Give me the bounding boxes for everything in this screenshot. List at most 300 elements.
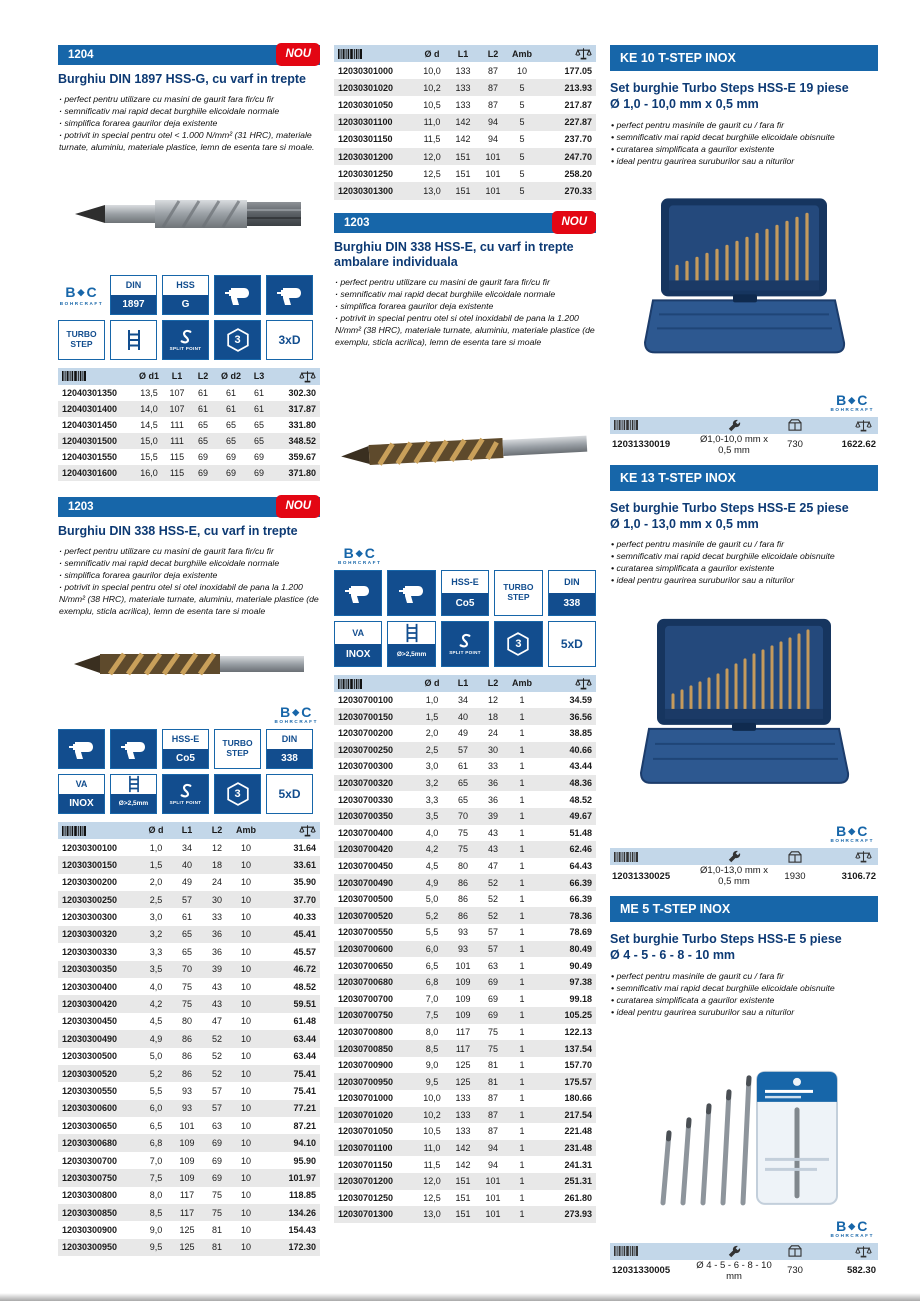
set-data-row [610,1259,878,1282]
spec-value: 133 [455,1126,471,1137]
spec-value: 4,9 [425,877,439,888]
col-header: Amb [508,675,536,692]
spec-value: 8,5 [149,1207,163,1218]
table-row [334,1123,596,1140]
article-code: 12031330025 [612,870,671,882]
spec-value: 111 [170,435,184,446]
spec-value: 43 [211,999,222,1010]
spec-value: 69 [487,993,498,1004]
spec-value: 101 [485,151,501,162]
spec-value: 39 [211,964,222,975]
spec-value: 69 [487,977,498,988]
logo-subtitle: BOHRCRAFT [59,300,104,306]
spec-value: 10 [240,981,251,992]
section-code: 1204 [68,49,94,61]
article-code: 12030300300 [62,912,118,923]
spec-value: 1 [519,1192,525,1203]
table-row [334,907,596,924]
spec-value: 80 [457,860,468,871]
spec-value: 10 [240,1085,251,1096]
table-row [334,1173,596,1190]
spec-value: 1 [519,778,525,789]
spec-value: 5,2 [149,1068,163,1079]
price: 177.05 [564,65,592,76]
spec-value: 5 [519,168,525,179]
spec-value: 101 [485,1176,501,1187]
table-row [58,465,320,481]
article-code: 12030700520 [338,910,394,921]
article-code: 12030300900 [62,1225,118,1236]
spec-value: 93 [457,927,468,938]
product-bullets [59,545,320,617]
spec-value: 75 [457,844,468,855]
barcode-icon [338,49,362,59]
split-point-label: SPLIT POINT [169,799,202,805]
feature-icons [58,729,320,814]
logo-letter: C [364,544,376,561]
spec-value: 65 [225,435,236,446]
spec-value: 10,2 [423,1109,441,1120]
feature-icons-row-1 [58,729,320,769]
spec-value: 4,2 [425,844,439,855]
spec-value: 13,0 [423,185,441,196]
table-row [334,1090,596,1107]
feature-icons-row-1 [334,570,596,616]
spec-value: 11,5 [423,1159,441,1170]
spec-value: 3,5 [425,811,439,822]
feature-icons [334,570,596,667]
spec-value: 57 [457,744,468,755]
col-header: Ø d [416,675,448,692]
diameter-label: Ø>2,5mm [388,644,434,666]
spec-value: 1 [519,1076,525,1087]
bohrcraft-logo [831,393,875,413]
package-icon [772,419,818,431]
article-code: 12040301350 [62,387,118,398]
spec-value: 75 [181,999,192,1010]
spec-value: 70 [457,811,468,822]
price: 99.18 [569,993,592,1004]
spec-value: 1 [519,877,525,888]
spec-value: 65 [197,435,208,446]
spec-value: 61 [197,387,208,398]
article-code: 12030701200 [338,1176,394,1187]
price: 43.44 [569,761,592,772]
spec-value: 13,0 [423,1209,441,1220]
spec-value: 13,5 [140,387,158,398]
article-code: 12030700250 [338,744,394,755]
din-number: 1897 [111,295,156,314]
spec-value: 47 [487,860,498,871]
logo-letter: C [857,823,869,840]
spec-value: 52 [487,910,498,921]
table-body [58,385,320,482]
table-row [58,401,320,417]
section-header-1203 [58,497,320,517]
logo-diamond-icon: ◆ [848,394,857,405]
spec-value: 1,0 [149,842,163,853]
table-row [58,1030,320,1047]
price: 61.48 [293,1016,316,1027]
article-code: 12030701100 [338,1143,393,1154]
price: 45.57 [293,946,316,957]
spec-value: 151 [455,1209,471,1220]
spec-value: 69 [487,1010,498,1021]
spec-value: 111 [170,419,184,430]
corded-drill-icon [387,570,435,616]
article-code: 12030700600 [338,943,394,954]
spec-value: 142 [455,1143,471,1154]
spec-value: 7,0 [149,1155,163,1166]
price: 118.85 [288,1190,316,1201]
grade-label: G [163,295,208,314]
spec-value: 12,0 [423,1176,441,1187]
spec-value: 61 [457,761,468,772]
spec-value: 115 [169,468,185,479]
bohrcraft-logo [338,546,382,566]
spec-value: 87 [487,1126,498,1137]
spec-value: 9,0 [149,1225,163,1236]
table-row [58,978,320,995]
spec-value: 39 [487,811,498,822]
price: 36.56 [569,711,592,722]
price: 64.43 [569,860,592,871]
spec-value: 1 [519,910,525,921]
spec-value: 5 [519,117,525,128]
spec-value: 87 [487,99,498,110]
spec-value: 109 [179,1155,195,1166]
spec-value: 10 [240,1016,251,1027]
article-code: 12030301000 [338,65,394,76]
spec-value: 36 [211,946,222,957]
price: 48.36 [569,778,592,789]
column-middle [334,45,596,1279]
table-row [334,924,596,941]
price: 371.80 [288,468,316,479]
logo-letter: B [836,1217,848,1234]
spec-value: 10 [240,1120,251,1131]
product-section-1203-individual [334,213,596,1223]
price: 94.10 [293,1138,316,1149]
spec-value: 69 [225,452,236,463]
table-header-row [58,368,320,385]
price: 51.48 [569,827,592,838]
table-row [334,114,596,131]
spec-value: 151 [455,1176,471,1187]
article-code: 12030700850 [338,1043,394,1054]
table-body [334,692,596,1223]
feature-icons-row-2 [334,621,596,667]
din-number: 338 [549,593,595,615]
spec-value: 10 [240,1190,251,1201]
table-row [58,1204,320,1221]
bohrcraft-logo [58,275,105,315]
inox-label: INOX [59,794,104,813]
spec-value: 10 [240,894,251,905]
turbo-label: TURBO [503,581,534,592]
spec-value: 10 [240,859,251,870]
spec-value: 30 [211,894,222,905]
spec-value: 151 [455,1192,471,1203]
spec-value: 69 [211,1155,222,1166]
inox-label: INOX [335,644,381,666]
logo-letter: B [343,544,355,561]
table-row [334,775,596,792]
logo-subtitle: BOHRCRAFT [338,559,382,565]
spec-value: 2,5 [149,894,163,905]
price: 66.39 [569,894,592,905]
article-code: 12030300200 [62,877,118,888]
article-code: 12030700750 [338,1010,394,1021]
table-row [334,148,596,165]
barcode-icon [610,1246,696,1256]
spec-value: 49 [457,728,468,739]
table-row [334,1190,596,1207]
bullet-item: • semnificativ mai rapid decat burghiile elicoidale obisnuite [611,982,878,994]
set-title-line1: Set burghie Turbo Steps HSS-E 5 piese [610,932,842,946]
spec-value: 2,5 [425,744,439,755]
col-header: Amb [508,45,536,62]
spec-value: 10 [240,1138,251,1149]
price: 105.25 [564,1010,592,1021]
price: 261.80 [564,1192,592,1203]
bullet-item: • perfect pentru masinile de gaurit cu / fara fir [611,538,878,550]
article-code: 12030700950 [338,1076,394,1087]
bullet-item: • semnificativ mai rapid decat burghiile elicoidale obisnuite [611,131,878,143]
barcode-icon [338,679,362,689]
price: 62.46 [569,844,592,855]
va-label: VA [335,622,381,644]
spec-value: 10 [240,842,251,853]
spec-value: 3,3 [149,946,163,957]
price: 134.26 [288,1207,316,1218]
table-row [334,96,596,113]
price: 157.70 [564,1060,592,1071]
spec-value: 117 [455,1043,471,1054]
spec-value: 101 [179,1120,195,1131]
spec-value: 101 [455,960,471,971]
set-spec: Ø1,0-13,0 mm x 0,5 mm [699,865,769,887]
spec-value: 10 [240,929,251,940]
table-row [58,417,320,433]
bullet-item: • curatarea simplificata a gaurilor existente [611,562,878,574]
5xd-badge [266,774,313,814]
set-data-row [610,433,878,456]
set-bullets [611,538,878,586]
spec-value: 125 [455,1076,471,1087]
spec-value: 81 [487,1076,498,1087]
article-code: 12030300420 [62,999,118,1010]
barcode-icon [610,420,696,430]
article-code: 12030301150 [338,134,393,145]
table-row [334,1073,596,1090]
spec-value: 10 [240,1172,251,1183]
logo-letter: B [836,823,848,840]
set-bullets [611,119,878,167]
spec-value: 151 [455,185,471,196]
price: 237.70 [564,134,592,145]
logo-diamond-icon: ◆ [848,826,857,837]
article-code: 12030700490 [338,877,394,888]
spec-value: 75 [487,1026,498,1037]
article-code: 12030700800 [338,1026,394,1037]
bullet-item: · perfect pentru utilizare cu masini de gaurit fara fir/cu fir [335,276,596,288]
spec-value: 15,0 [140,435,158,446]
corded-drill-icon [266,275,313,315]
spec-value: 10,2 [423,82,441,93]
spec-value: 3,2 [149,929,163,940]
table-row [58,1117,320,1134]
spec-value: 61 [253,387,264,398]
spec-value: 5,2 [425,910,439,921]
bullet-item: · potrivit in special pentru otel si otel inoxidabil de pana la 1.200 N/mm² (38 HRC), materiale turnate, aluminiu, materiale plastice (de exemplu, sticla acrilica), lemn de esenta tare si moale [335,312,596,348]
table-row [58,1187,320,1204]
spec-value: 10,5 [423,1126,441,1137]
price: 251.31 [564,1176,592,1187]
wrench-icon [696,419,772,432]
hss-g-badge [162,275,209,315]
spec-value: 1 [519,1159,525,1170]
set-spec: Ø 4 - 5 - 6 - 8 - 10 mm [696,1259,772,1282]
article-code: 12030301200 [338,151,394,162]
set-section-me5 [610,896,878,1282]
din-1897-badge [110,275,157,315]
spec-value: 117 [179,1190,195,1201]
barcode-icon [610,852,696,862]
table-row [334,1206,596,1223]
spec-value: 34 [457,695,468,706]
split-point-label: SPLIT POINT [169,345,202,351]
table-row [334,708,596,725]
set-section-ke10 [610,45,878,456]
logo-letter: C [301,703,313,720]
article-code: 12030700150 [338,711,394,722]
price: 63.44 [293,1051,316,1062]
spec-value: 40 [457,711,468,722]
price: 38.85 [569,728,592,739]
spec-value: 75 [457,827,468,838]
spec-value: 12 [211,842,222,853]
spec-value: 18 [487,711,498,722]
spec-value: 65 [457,778,468,789]
spec-value: 1 [519,761,525,772]
scale-icon [299,370,316,383]
spec-value: 12,5 [423,168,441,179]
section-header-1203 [334,213,596,233]
scale-icon [299,824,316,837]
table-row [334,1107,596,1124]
article-code: 12030700200 [338,728,394,739]
price: 35.90 [293,877,316,888]
spec-value: 65 [253,435,264,446]
cordless-drill-icon [214,275,261,315]
scale-icon [575,677,592,690]
spec-value: 52 [211,1051,222,1062]
table-row [58,995,320,1012]
product-image-twist-drill [58,625,320,703]
spec-value: 10 [240,999,251,1010]
spec-value: 86 [181,1051,192,1062]
table-row [334,941,596,958]
spec-value: 109 [179,1172,195,1183]
spec-value: 57 [211,1085,222,1096]
spec-value: 101 [485,168,501,179]
col-header: L1 [164,368,190,385]
3xd-badge [266,320,313,360]
spec-value: 10,0 [423,65,441,76]
spec-value: 1 [519,827,525,838]
table-row [58,1013,320,1030]
spec-value: 1 [519,695,525,706]
nou-badge: NOU [552,211,596,234]
spec-value: 11,0 [423,1143,441,1154]
table-row [334,791,596,808]
feature-icons-row-1 [58,275,320,315]
set-bullets [611,970,878,1018]
set-image-5pc-blister [610,1026,878,1241]
spec-value: 86 [457,894,468,905]
bullet-item: • ideal pentru gaurirea suruburilor sau a niturilor [611,574,878,586]
table-row [334,858,596,875]
spec-value: 125 [179,1242,195,1253]
spec-value: 69 [211,1172,222,1183]
bullet-item: • ideal pentru gaurirea suruburilor sau a niturilor [611,1006,878,1018]
article-code: 12030301250 [338,168,394,179]
spec-value: 52 [211,1068,222,1079]
price: 48.52 [569,794,592,805]
spec-value: 86 [181,1068,192,1079]
cordless-drill-icon [58,729,105,769]
price: 227.87 [564,117,592,128]
spec-value: 142 [455,117,471,128]
barcode-icon [62,826,86,836]
spec-value: 40 [181,859,192,870]
spec-value: 1 [519,960,525,971]
spec-value: 36 [211,929,222,940]
spec-value: 63 [211,1120,222,1131]
article-code: 12030300490 [62,1033,118,1044]
article-code: 12030300150 [62,859,118,870]
spec-value: 69 [225,468,236,479]
logo-subtitle: BOHRCRAFT [830,406,874,412]
turbo-label: TURBO [66,328,97,339]
table-row [334,62,596,79]
article-code: 12030301300 [338,185,394,196]
spec-value: 1 [519,1109,525,1120]
spec-value: 61 [225,387,236,398]
table-row [334,974,596,991]
page-edge-shadow [0,1293,920,1301]
logo-diamond-icon: ◆ [77,286,86,297]
spec-value: 1 [519,744,525,755]
spec-value: 65 [457,794,468,805]
spec-value: 57 [487,927,498,938]
bullet-item: · simplifica forarea gaurilor deja existente [59,569,320,581]
split-point-icon [441,621,489,667]
spec-value: 69 [197,452,208,463]
article-code: 12030300650 [62,1120,118,1131]
va-label: VA [59,775,104,794]
split-point-label: SPLIT POINT [449,649,481,655]
spec-value: 133 [455,1093,471,1104]
spec-value: 101 [485,185,501,196]
din-number: 338 [267,749,312,768]
spec-value: 101 [485,1192,501,1203]
diameter-label: Ø>2,5mm [111,794,156,813]
step-label: STEP [507,591,530,602]
spec-value: 10 [516,65,527,76]
table-row [334,79,596,96]
